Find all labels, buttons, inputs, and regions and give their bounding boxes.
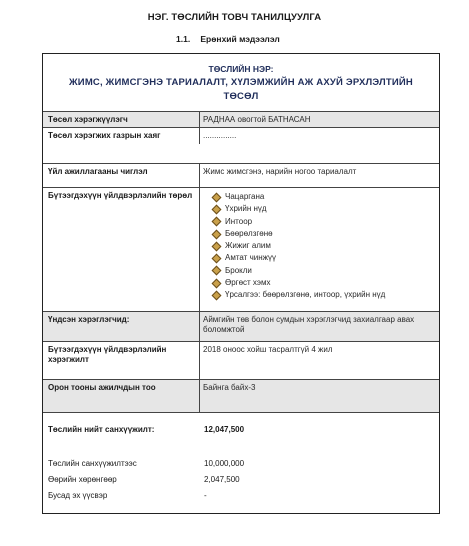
product-item-label: Чацаргана (225, 192, 265, 201)
product-item (213, 277, 439, 289)
consumers-value: Аймгийн төв болон сумдын хэрэглэгчид захиалгаар авах боломжтой (200, 312, 439, 341)
project-summary-table (42, 53, 440, 514)
row-jobs (43, 379, 439, 412)
finance-item (43, 489, 439, 503)
duration-value: 2018 оноос хойш тасралтгүй 4 жил (203, 345, 333, 354)
jobs-label: Орон тооны ажилчдын тоо (43, 380, 200, 412)
finance-item-label: Бусад эх үүсвэр (48, 491, 108, 500)
finance-total-label: Төслийн нийт санхүүжилт: (48, 425, 155, 434)
consumers-label: Үндсэн хэрэглэгчид: (43, 312, 200, 341)
agency-label: Төсөл хэрэгжих газрын хаяг (43, 128, 200, 144)
duration-label: Бүтээгдэхүүн үйлдвэрлэлийн хэрэгжилт (43, 342, 200, 379)
product-item (213, 289, 439, 301)
products-label: Бүтээгдэхүүн үйлдвэрлэлийн төрөл (43, 188, 200, 311)
row-duration (43, 341, 439, 379)
activity-label: Үйл ажиллагааны чиглэл (43, 164, 200, 187)
executor-label: Төсөл хэрэгжүүлэгч (43, 112, 200, 127)
product-item-label: Брокли (225, 265, 252, 275)
diamond-bullet-icon (213, 267, 225, 274)
section-number: 1.1. (176, 34, 191, 44)
row-products (43, 187, 439, 311)
product-item-label: Үхрийн нүд (225, 204, 267, 214)
document-heading: НЭГ. ТӨСЛИЙН ТОВЧ ТАНИЛЦУУЛГА (147, 12, 322, 23)
finance-item (43, 457, 439, 471)
row-consumers (43, 311, 439, 341)
row-executor (43, 111, 439, 127)
executor-value: РАДНАА овогтой БАТНАСАН (200, 112, 439, 127)
finance-item-value: 10,000,000 (204, 459, 245, 468)
product-item-label: Интоор (225, 216, 253, 226)
row-divider (43, 412, 439, 413)
finance-item-label: Өөрийн хөрөнгөөр (48, 475, 117, 484)
product-item (213, 240, 439, 252)
diamond-bullet-icon (213, 206, 225, 213)
row-agency (43, 127, 439, 144)
diamond-bullet-icon (213, 255, 225, 262)
finance-total-value: 12,047,500 (204, 425, 245, 434)
product-item (213, 216, 439, 228)
diamond-bullet-icon (213, 243, 225, 250)
product-item (213, 203, 439, 215)
product-item (213, 265, 439, 277)
project-name: ЖИМС, ЖИМСГЭНЭ ТАРИАЛАЛТ, ХҮЛЭМЖИЙН АЖ АХУЙ ЭРХЛЭЛТИЙН ТӨСӨЛ (69, 77, 413, 102)
section-title: Ерөнхий мэдээлэл (200, 34, 280, 44)
project-name-label: ТӨСЛИЙН НЭР: (208, 64, 274, 74)
product-item (213, 228, 439, 240)
finance-item-value: 2,047,500 (204, 475, 240, 484)
product-item-label: Бөөрөлзгөнө (225, 228, 273, 238)
diamond-bullet-icon (213, 218, 225, 225)
product-list (203, 191, 439, 302)
product-item (213, 252, 439, 264)
diamond-bullet-icon (213, 280, 225, 287)
product-item (213, 191, 439, 203)
product-item-label: Өргөст хэмх (225, 278, 271, 288)
diamond-bullet-icon (213, 194, 225, 201)
activity-value: Жимс жимсгэнэ, нарийн ногоо тариалалт (203, 167, 357, 176)
finance-item (43, 473, 439, 487)
diamond-bullet-icon (213, 231, 225, 238)
products-value (200, 188, 439, 311)
finance-total (43, 423, 439, 437)
product-item-label: Амтат чинжүү (225, 253, 276, 263)
product-item-label: Үрсалгээ: бөөрөлзгөнө, интоор, үхрийн нүд (225, 290, 386, 300)
section-heading (176, 34, 280, 44)
row-activity (43, 163, 439, 187)
finance-item-label: Төслийн санхүүжилтээс (48, 459, 137, 468)
agency-value: ............... (203, 131, 237, 140)
project-title-box (43, 54, 439, 111)
finance-item-value: - (204, 491, 207, 500)
diamond-bullet-icon (213, 292, 225, 299)
jobs-value: Байнга байх-3 (200, 380, 439, 412)
product-item-label: Жижиг алим (225, 241, 271, 251)
